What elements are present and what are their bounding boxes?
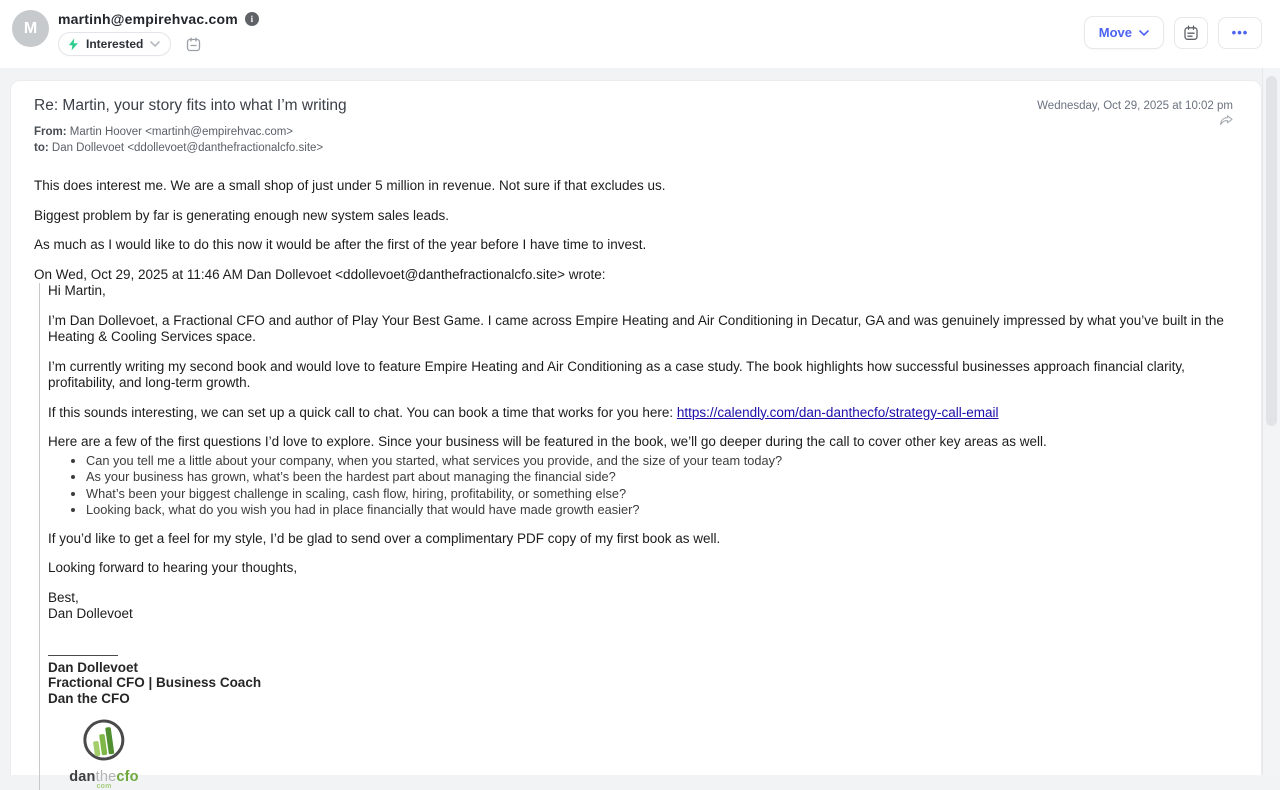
- bar-chart-logo-icon: [79, 716, 129, 766]
- quote-greeting: Hi Martin,: [48, 283, 106, 298]
- quote-paragraph: If you’d like to get a feel for my style, I’d be glad to send over a complimentary PDF copy of my first book as well.: [48, 530, 721, 546]
- scrollbar-thumb[interactable]: [1266, 76, 1277, 426]
- body-paragraph: As much as I would like to do this now it would be after the first of the year before I have time to invest.: [34, 237, 647, 252]
- quote-paragraph: Looking forward to hearing your thoughts,: [48, 560, 298, 575]
- danthecfo-wordmark: danthecfo com: [69, 768, 139, 790]
- question-item: • What’s been your biggest challenge in scaling, cash flow, hiring, profitability, or something else?: [86, 486, 1233, 502]
- signature-divider: [48, 655, 118, 656]
- signature-company: Dan the CFO: [48, 690, 130, 706]
- to-label: to:: [34, 142, 49, 154]
- calendar-icon: [186, 37, 201, 52]
- move-button-label: Move: [1098, 25, 1132, 40]
- quoted-message: [39, 283, 1233, 790]
- quote-paragraph: I’m currently writing my second book and would love to feature Empire Heating and Air Conditioning as a case study. The book highlights how successful businesses approach financial clarity, profitability, and long-term growth.: [48, 358, 1185, 390]
- email-body: [34, 178, 1233, 790]
- reply-icon[interactable]: [1220, 114, 1233, 132]
- toolbar: [1084, 16, 1262, 49]
- quote-paragraph-with-link: [48, 405, 1233, 422]
- schedule-icon-button[interactable]: [181, 32, 205, 56]
- signature-name: Dan Dollevoet: [48, 659, 139, 675]
- notes-icon-button[interactable]: [1174, 17, 1208, 49]
- question-item: • As your business has grown, what’s been the hardest part about managing the financial side?: [86, 469, 1233, 485]
- danthecfo-logo: [66, 716, 142, 790]
- chevron-down-icon: [150, 41, 160, 47]
- conversation-header: [0, 0, 1280, 68]
- info-icon[interactable]: i: [245, 12, 259, 26]
- question-list: [48, 453, 1233, 518]
- signature-block: [48, 655, 1233, 790]
- to-line: [34, 140, 347, 156]
- quote-paragraph: I’m Dan Dollevoet, a Fractional CFO and author of Play Your Best Game. I came across Empire Heating and Air Conditioning in Decatur, GA and was genuinely impressed by what you’ve built in the Heating & Cooling Services space.: [48, 312, 1224, 344]
- quote-paragraph: Here are a few of the first questions I’d love to explore. Since your business will be featured in the book, we’ll go deeper during the call to cover other key areas as well.: [48, 434, 1047, 449]
- scrollbar-track: [1262, 68, 1280, 775]
- to-value: Dan Dollevoet <ddollevoet@danthefractionalcfo.site>: [51, 142, 324, 154]
- body-paragraph: This does interest me. We are a small shop of just under 5 million in revenue. Not sure if that excludes us.: [34, 178, 666, 193]
- signature-title: Fractional CFO | Business Coach: [48, 675, 262, 690]
- body-paragraph: Biggest problem by far is generating enough new system sales leads.: [34, 207, 449, 223]
- status-label: Interested: [86, 37, 144, 51]
- from-line: [34, 124, 347, 140]
- from-value: Martin Hoover <martinh@empirehvac.com>: [69, 126, 294, 138]
- lightning-icon: [68, 38, 79, 51]
- avatar: [12, 10, 49, 47]
- quote-attribution: On Wed, Oct 29, 2025 at 11:46 AM Dan Dollevoet <ddollevoet@danthefractionalcfo.site> wrote:: [34, 266, 606, 282]
- quote-closing-name: Dan Dollevoet: [48, 606, 133, 621]
- from-label: From:: [34, 126, 67, 138]
- avatar-initial: M: [23, 19, 38, 37]
- move-button[interactable]: [1084, 16, 1164, 49]
- email-subject: Re: Martin, your story fits into what I’m writing: [34, 97, 347, 114]
- question-item: • Can you tell me a little about your company, when you started, what services you provide, and the size of your team today?: [86, 453, 1233, 469]
- email-date: Wednesday, Oct 29, 2025 at 10:02 pm: [1037, 100, 1233, 112]
- quote-closing: Best,: [48, 589, 79, 605]
- email-message-card: [10, 80, 1262, 790]
- interest-status-dropdown[interactable]: [58, 32, 171, 56]
- more-options-button[interactable]: [1218, 17, 1262, 49]
- sender-email: martinh@empirehvac.com: [58, 11, 238, 27]
- clipboard-icon: [1183, 25, 1199, 41]
- call-sentence: If this sounds interesting, we can set up a quick call to chat. You can book a time that works for you here:: [48, 404, 677, 420]
- sender-block: [12, 8, 259, 56]
- question-item: • Looking back, what do you wish you had in place financially that would have made growth easier?: [86, 502, 1233, 518]
- chevron-down-icon: [1139, 30, 1149, 36]
- calendly-link[interactable]: https://calendly.com/dan-danthecfo/strategy-call-email: [676, 404, 999, 420]
- ellipsis-icon: •••: [1231, 25, 1249, 40]
